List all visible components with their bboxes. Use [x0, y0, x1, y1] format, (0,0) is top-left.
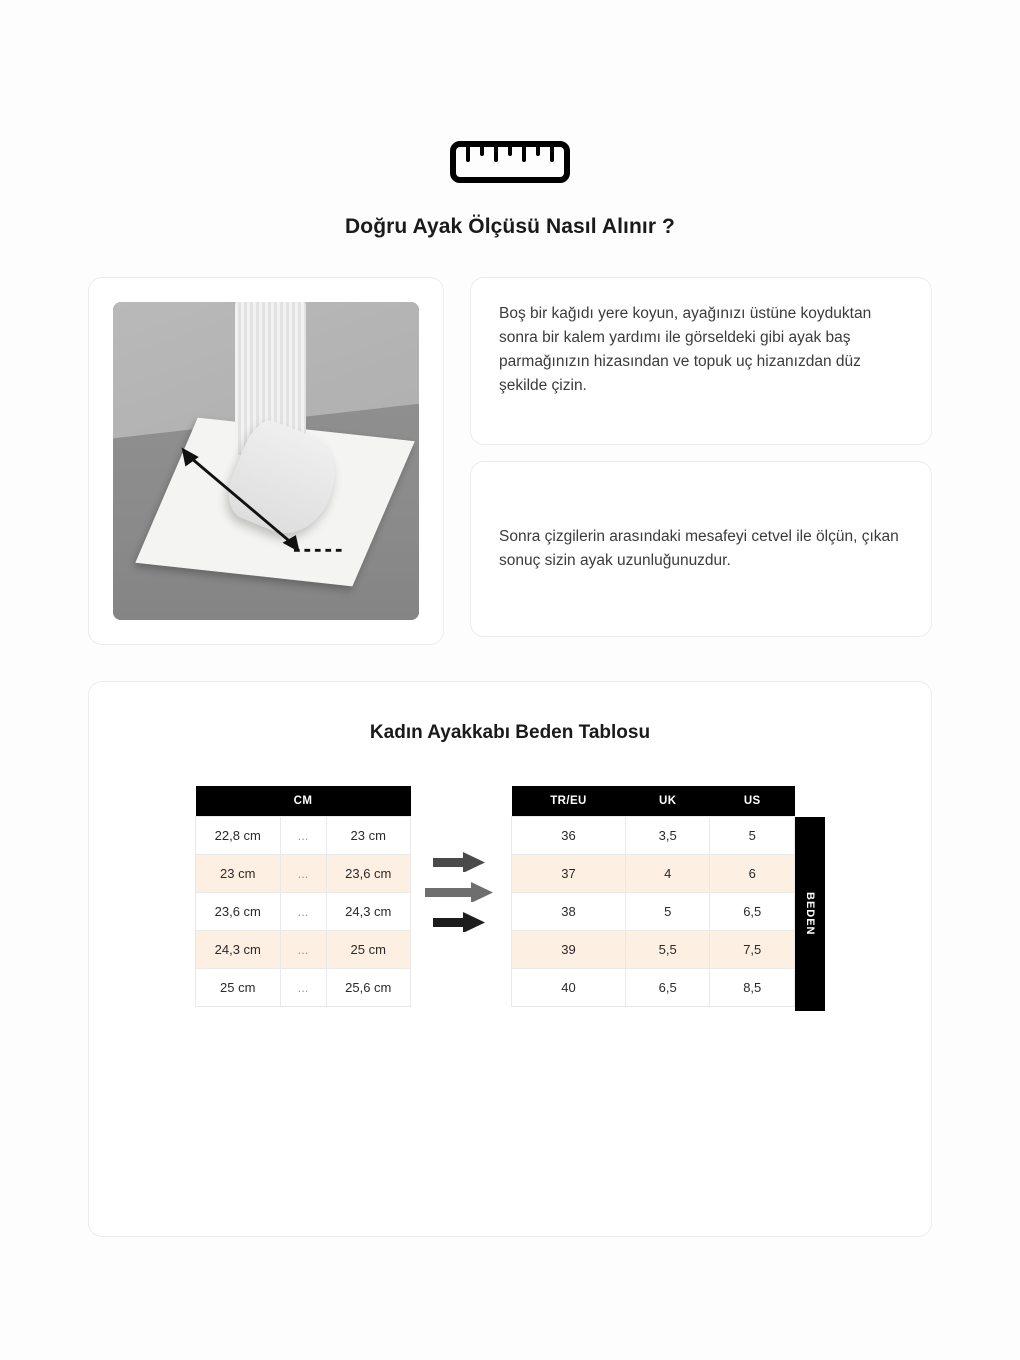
table-row — [512, 893, 795, 931]
cm-table-header-row — [196, 786, 411, 817]
size-eu: 38 — [512, 893, 626, 931]
size-uk: 3,5 — [625, 817, 710, 855]
cm-to: 23,6 cm — [326, 855, 411, 893]
size-conversion-table — [511, 786, 795, 1007]
table-row — [196, 817, 411, 855]
size-us: 6,5 — [710, 893, 795, 931]
instructions-row — [0, 277, 1020, 645]
table-row — [196, 893, 411, 931]
table-row — [512, 855, 795, 893]
instruction-text-column — [470, 277, 932, 637]
cm-to: 24,3 cm — [326, 893, 411, 931]
cm-dots: ... — [280, 893, 326, 931]
size-uk: 6,5 — [625, 969, 710, 1007]
size-table-title: Kadın Ayakkabı Beden Tablosu — [369, 722, 651, 743]
table-row — [512, 817, 795, 855]
page-title: Doğru Ayak Ölçüsü Nasıl Alınır ? — [345, 215, 675, 238]
table-row — [512, 931, 795, 969]
ruler-icon-wrap — [0, 0, 1020, 189]
photo-card — [88, 277, 444, 645]
table-row — [196, 931, 411, 969]
size-us: 7,5 — [710, 931, 795, 969]
table-row — [196, 969, 411, 1007]
instruction-step-1: Boş bir kağıdı yere koyun, ayağınızı üstüne koyduktan sonra bir kalem yardımı ile görseldeki gibi ayak baş parmağınızın hizasından ve topuk uç hizanızdan düz şekilde çizin. — [470, 277, 932, 445]
size-header-us: US — [710, 786, 795, 817]
size-us: 6 — [710, 855, 795, 893]
size-uk: 4 — [625, 855, 710, 893]
size-us: 5 — [710, 817, 795, 855]
cm-from: 23,6 cm — [196, 893, 281, 931]
cm-from: 25 cm — [196, 969, 281, 1007]
cm-to: 25 cm — [326, 931, 411, 969]
cm-dots: ... — [280, 969, 326, 1007]
size-uk: 5 — [625, 893, 710, 931]
cm-from: 22,8 cm — [196, 817, 281, 855]
foot-measure-photo — [113, 302, 419, 620]
measure-arrow-icon — [174, 442, 345, 569]
arrow-right-icon — [433, 852, 489, 872]
beden-side-label — [795, 817, 825, 1011]
beden-side-label-text: BEDEN — [804, 892, 816, 936]
arrow-right-icon — [433, 912, 489, 932]
ruler-icon — [450, 140, 570, 189]
size-header-uk: UK — [625, 786, 710, 817]
cm-from: 24,3 cm — [196, 931, 281, 969]
size-uk: 5,5 — [625, 931, 710, 969]
cm-dots: ... — [280, 817, 326, 855]
cm-table — [195, 786, 411, 1007]
cm-to: 23 cm — [326, 817, 411, 855]
size-header-eu: TR/EU — [512, 786, 626, 817]
cm-dots: ... — [280, 931, 326, 969]
instruction-step-2: Sonra çizgilerin arasındaki mesafeyi cetvel ile ölçün, çıkan sonuç sizin ayak uzunluğunuzdur. — [470, 461, 932, 637]
size-eu: 39 — [512, 931, 626, 969]
size-eu: 40 — [512, 969, 626, 1007]
size-eu: 36 — [512, 817, 626, 855]
size-us: 8,5 — [710, 969, 795, 1007]
size-eu: 37 — [512, 855, 626, 893]
size-table-header-row — [512, 786, 795, 817]
table-row — [196, 855, 411, 893]
table-row — [512, 969, 795, 1007]
size-table-card — [88, 681, 932, 1237]
cm-from: 23 cm — [196, 855, 281, 893]
cm-dots: ... — [280, 855, 326, 893]
arrow-right-icon — [425, 882, 497, 902]
tables-wrap — [89, 786, 931, 1011]
arrow-group — [411, 786, 511, 932]
cm-to: 25,6 cm — [326, 969, 411, 1007]
cm-header-cell: CM — [196, 786, 411, 817]
